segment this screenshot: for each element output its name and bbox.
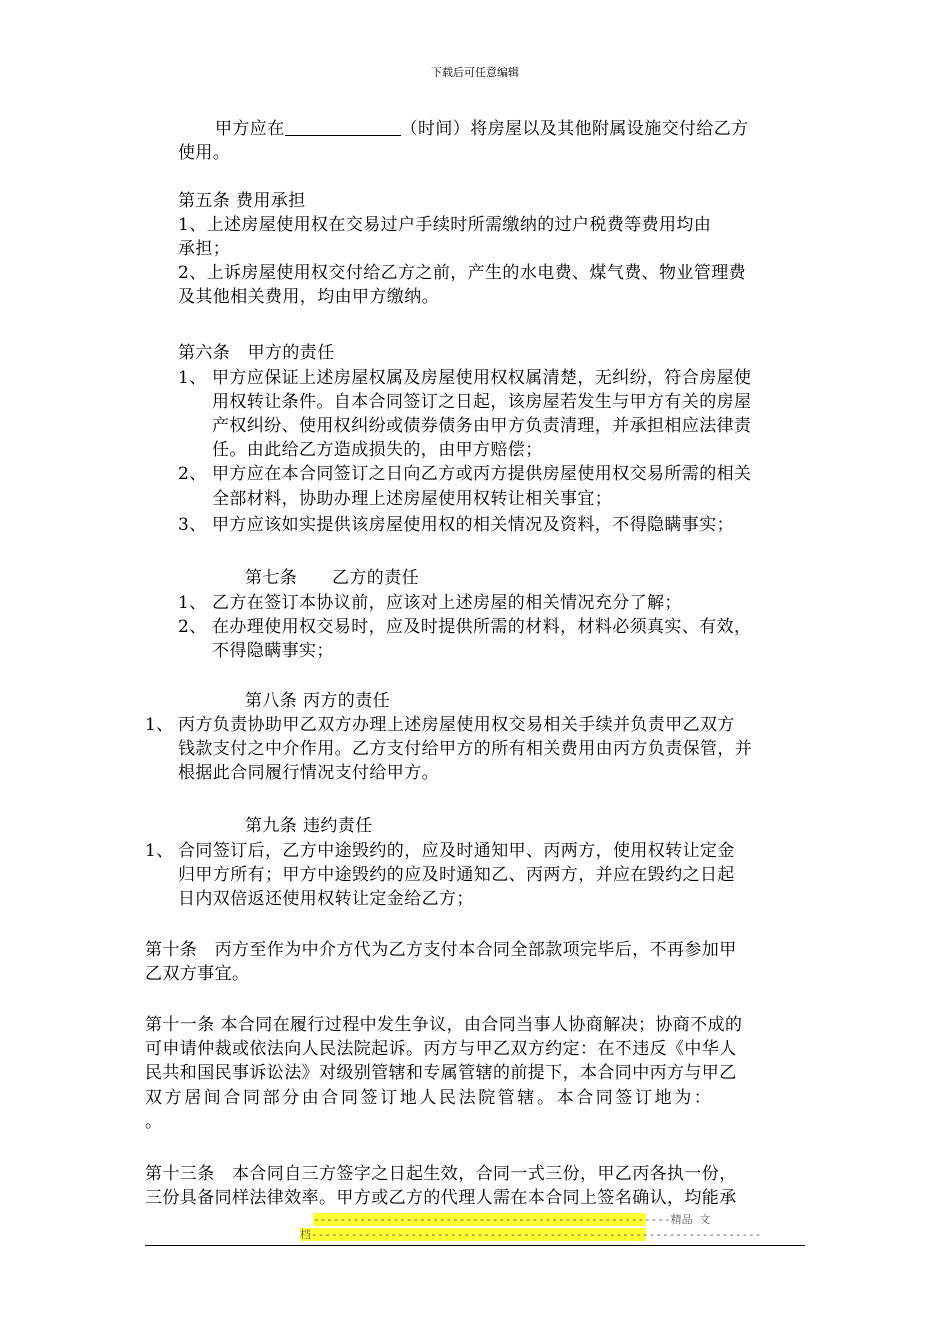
s11-line5: 。: [145, 1112, 163, 1132]
s7-item2-line1: 在办理使用权交易时，应及时提供所需的材料，材料必须真实、有效，: [212, 617, 752, 637]
s8-item1-line1: 丙方负责协助甲乙双方办理上述房屋使用权交易相关手续并负责甲乙双方: [178, 715, 735, 735]
s10-line2: 乙双方事宜。: [145, 964, 250, 984]
s10-line1: 第十条 丙方至作为中介方代为乙方支付本合同全部款项完毕后，不再参加甲: [145, 940, 737, 960]
s7-item1-line1: 乙方在签订本协议前，应该对上述房屋的相关情况充分了解；: [212, 593, 682, 613]
footer-rule: [145, 1245, 805, 1246]
s9-title: 第九条 违约责任: [245, 816, 373, 836]
s11-line2: 可申请仲裁或依法向人民法院起诉。丙方与甲乙双方约定：在不违反《中华人: [145, 1039, 737, 1059]
s5-line4: 及其他相关费用，均由甲方缴纳。: [178, 287, 439, 307]
s9-item1-line3: 日内双倍返还使用权转让定金给乙方；: [178, 889, 474, 909]
s6-item2-line1: 甲方应在本合同签订之日向乙方或丙方提供房屋使用权交易所需的相关: [212, 464, 752, 484]
s9-item1-num: 1、: [145, 841, 174, 861]
header-note: 下载后可任意编辑: [431, 66, 519, 79]
s4-post: （时间）将房屋以及其他附属设施交付给乙方: [400, 119, 749, 139]
s6-item1-line4: 任。由此给乙方造成损失的，由甲方赔偿；: [212, 440, 543, 460]
footer-highlight-line2: 档--------------------------------------------------------------------: [300, 1228, 762, 1241]
s11-line1: 第十一条 本合同在履行过程中发生争议，由合同当事人协商解决；协商不成的: [145, 1015, 743, 1035]
s11-line4: 双方居间合同部分由合同签订地人民法院管辖。本合同签订地为：: [145, 1088, 714, 1108]
s5-line1: 1、上述房屋使用权在交易过户手续时所需缴纳的过户税费等费用均由: [178, 215, 712, 235]
s8-item1-line2: 钱款支付之中介作用。乙方支付给甲方的所有相关费用由丙方负责保管，并: [178, 739, 753, 759]
s5-title: 第五条 费用承担: [178, 191, 306, 211]
s6-item1-line2: 用权转让条件。自本合同签订之日起，该房屋若发生与甲方有关的房屋: [212, 392, 752, 412]
s9-item1-line2: 归甲方所有；甲方中途毁约的应及时通知乙、丙两方，并应在毁约之日起: [178, 865, 735, 885]
s4-line1: [215, 117, 749, 141]
s6-item2-line2: 全部材料，协助办理上述房屋使用权转让相关事宜；: [212, 489, 613, 509]
s6-item2-num: 2、: [178, 464, 207, 484]
s6-item1-line1: 甲方应保证上述房屋权属及房屋使用权权属清楚，无纠纷，符合房屋使: [212, 368, 752, 388]
s6-item1-num: 1、: [178, 368, 207, 388]
s7-item2-line2: 不得隐瞒事实；: [212, 641, 334, 661]
s6-item1-line3: 产权纠纷、使用权纠纷或债券债务由甲方负责清理，并承担相应法律责: [212, 416, 752, 436]
s8-item1-num: 1、: [145, 715, 174, 735]
s5-line3: 2、上诉房屋使用权交付给乙方之前，产生的水电费、煤气费、物业管理费: [178, 263, 747, 283]
s13-line2: 三份具备同样法律效率。甲方或乙方的代理人需在本合同上签名确认，均能承: [145, 1188, 737, 1208]
footer-highlight-line1: ------------------------------------------------------精品 文: [313, 1213, 711, 1226]
s11-line3: 民共和国民事诉讼法》对级别管辖和专属管辖的前提下，本合同中丙方与甲乙: [145, 1063, 737, 1083]
s8-item1-line3: 根据此合同履行情况支付给甲方。: [178, 763, 439, 783]
s6-item3-num: 3、: [178, 515, 207, 535]
s13-line1: 第十三条 本合同自三方签字之日起生效，合同一式三份，甲乙丙各执一份，: [145, 1164, 737, 1184]
s7-item2-num: 2、: [178, 617, 207, 637]
s6-title: 第六条 甲方的责任: [178, 343, 335, 363]
s4-pre: 甲方应在: [215, 119, 285, 139]
s4-line2: 使用。: [178, 143, 231, 163]
s5-line2: 承担；: [178, 239, 231, 259]
s9-item1-line1: 合同签订后，乙方中途毁约的，应及时通知甲、丙两方，使用权转让定金: [178, 841, 735, 861]
time-blank: [285, 117, 401, 136]
s7-title: 第七条 乙方的责任: [245, 568, 419, 588]
s7-item1-num: 1、: [178, 593, 207, 613]
s8-title: 第八条 丙方的责任: [245, 691, 391, 711]
s6-item3-line1: 甲方应该如实提供该房屋使用权的相关情况及资料，不得隐瞒事实；: [212, 515, 734, 535]
